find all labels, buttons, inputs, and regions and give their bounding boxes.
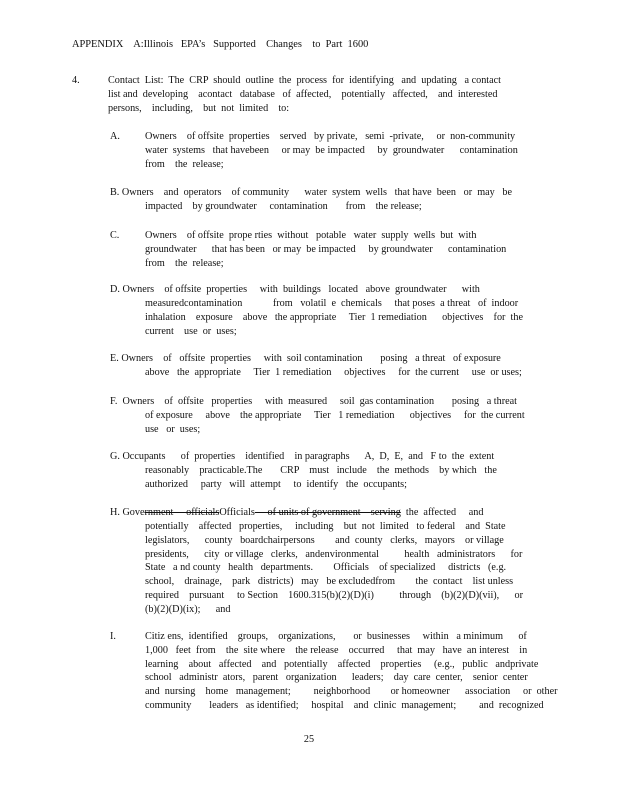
subitem-f-first-line: F. Owners of offsite properties with measured soil gas contamination posing a threat (110, 396, 517, 407)
text-line: Citiz ens, identified groups, organizations, or businesses within a minimum of (145, 631, 527, 642)
subitem-h-first-line (110, 506, 484, 520)
struck-text: rnment officials (144, 507, 220, 518)
subitem-e-text (145, 366, 522, 380)
text-line: community leaders as identified; hospital and clinic management; and recognized (145, 699, 544, 711)
text-line: impacted by groundwater contamination from the release; (145, 201, 422, 212)
text-fragment: the affected and (400, 507, 484, 518)
subitem-b-text (145, 200, 422, 214)
text-line: school administr ators, parent organization leaders; day care center, senior center (145, 672, 528, 684)
text-line: above the appropriate Tier 1 remediation objectives for the current use or uses; (145, 367, 522, 378)
text-line: use or uses; (145, 423, 201, 435)
text-line: persons, including, but not limited to: (108, 102, 290, 114)
text-line: inhalation exposure above the appropriate Tier 1 remediation objectives for the (145, 311, 523, 323)
text-line: authorized party will attempt to identify the occupants; (145, 478, 407, 490)
subitem-label-c: C. (110, 230, 120, 241)
text-line: list and developing acontact database of affected, potentially affected, and interested (108, 88, 498, 100)
subitem-e-first-line: E. Owners of offsite properties with soil contamination posing a threat of exposure (110, 353, 501, 364)
appendix-header: APPENDIX A:Illinois EPA’s Supported Changes to Part 1600 (72, 39, 369, 50)
text-line: of exposure above the appropriate Tier 1 remediation objectives for the current (145, 410, 525, 421)
page-number: 25 (303, 734, 315, 745)
text-line: Owners of offsite properties served by private, semi -private, or non-community (145, 131, 516, 142)
subitem-g-text (145, 464, 497, 492)
text-line: school, drainage, park districts) may be excludedfrom the contact list unless (145, 576, 514, 588)
subitem-i-text (145, 630, 558, 713)
text-line: groundwater that has been or may be impacted by groundwater contamination (145, 243, 507, 255)
text-line: (b)(2)(D)(ix); and (145, 603, 231, 615)
subitem-f-text (145, 409, 525, 437)
item-number: 4. (72, 75, 80, 86)
subitem-d-text (145, 297, 523, 338)
inserted-text: Officials (219, 507, 255, 518)
subitem-d-first-line: D. Owners of offsite properties with buildings located above groundwater with (110, 284, 480, 295)
text-fragment: H. Gove (110, 507, 145, 518)
text-line: Contact List: The CRP should outline the process for identifying and updating a contact (108, 75, 502, 86)
subitem-h-text (145, 520, 523, 617)
subitem-label-a: A. (110, 131, 120, 142)
text-line: State a nd county health departments. Officials of specialized districts (e.g. (145, 562, 507, 574)
text-line: current use or uses; (145, 325, 237, 337)
text-line: presidents, city or village clerks, andenvironmental health administrators for (145, 548, 523, 560)
text-line: legislators, county boardchairpersons and county clerks, mayors or village (145, 534, 504, 546)
text-line: 1,000 feet from the site where the release occurred that may have an interest in (145, 644, 528, 656)
subitem-b-first-line: B. Owners and operators of community water system wells that have been or may be (110, 187, 513, 198)
text-line: and nursing home management; neighborhood or homeowner association or other (145, 686, 558, 698)
text-line: required pursuant to Section 1600.315(b)(2)(D)(i) through (b)(2)(D)(vii), or (145, 589, 523, 601)
item-4-text (108, 74, 501, 115)
text-line: from the release; (145, 158, 224, 170)
text-line: water systems that havebeen or may be impacted by groundwater contamination (145, 144, 518, 156)
text-line: Owners of offsite prope rties without potable water supply wells but with (145, 230, 477, 241)
text-line: reasonably practicable.The CRP must include the methods by which the (145, 465, 497, 476)
text-line: measuredcontamination from volatil e chemicals that poses a threat of indoor (145, 298, 519, 309)
struck-text: of units of government serving (254, 507, 401, 518)
subitem-a-text (145, 130, 518, 171)
text-line: potentially affected properties, including but not limited to federal and State (145, 521, 506, 532)
subitem-c-text (145, 229, 506, 270)
text-line: from the release; (145, 257, 224, 269)
subitem-label-i: I. (110, 631, 116, 642)
text-line: learning about affected and potentially affected properties (e.g., public andprivate (145, 658, 539, 670)
subitem-g-first-line: G. Occupants of properties identified in paragraphs A, D, E, and F to the extent (110, 451, 495, 462)
